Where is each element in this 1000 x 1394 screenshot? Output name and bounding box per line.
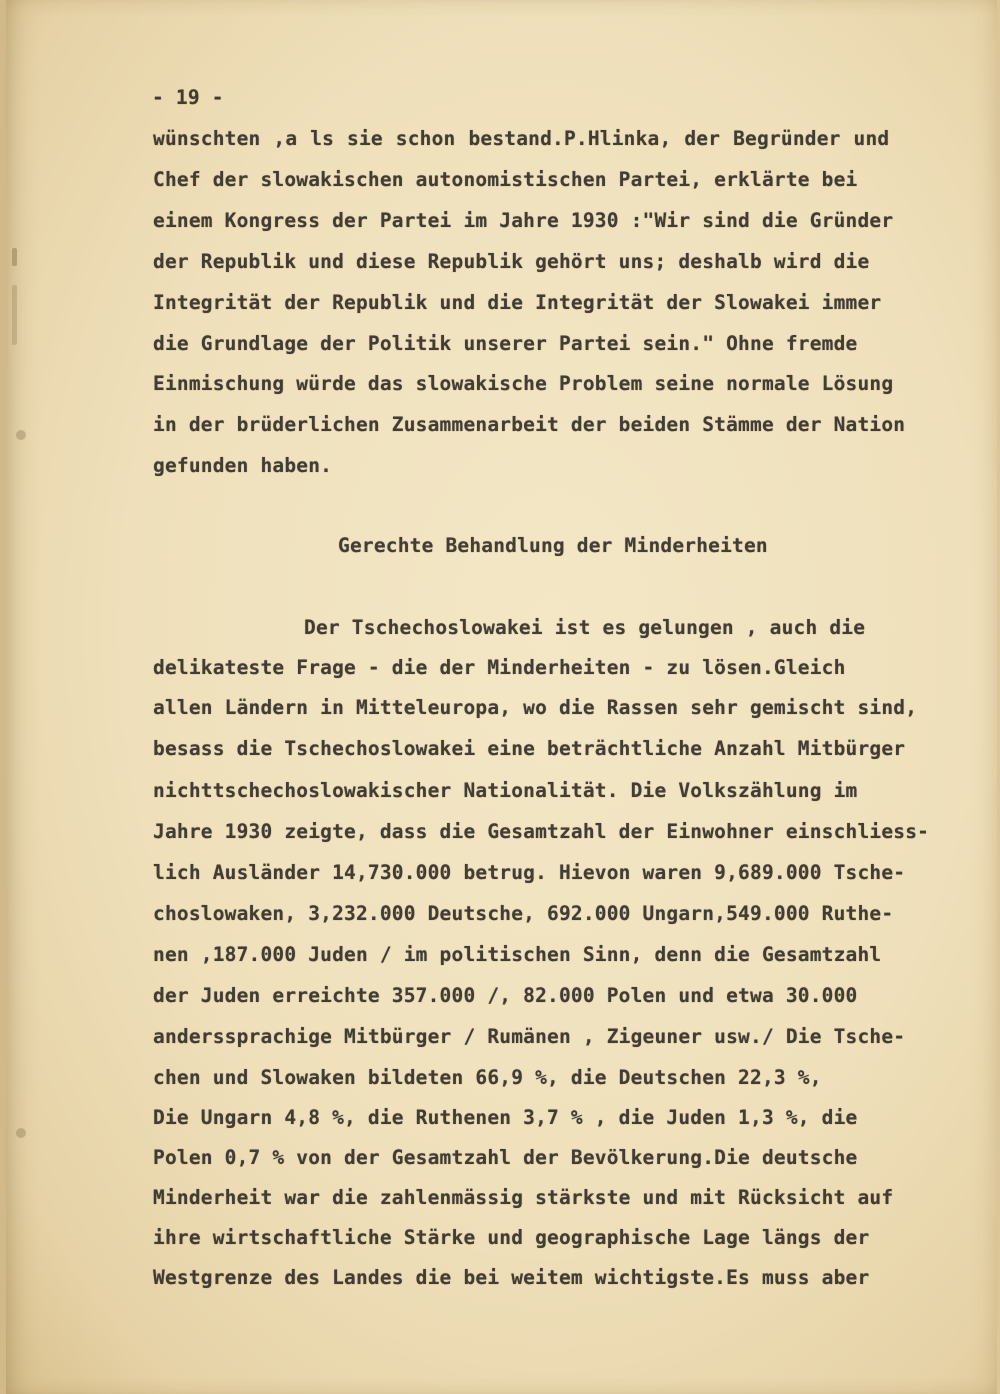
text-line: Westgrenze des Landes die bei weitem wichtigste.Es muss aber: [153, 1266, 870, 1289]
text-line: der Republik und diese Republik gehört uns; deshalb wird die: [153, 250, 870, 273]
text-line: Integrität der Republik und die Integrität der Slowakei immer: [153, 291, 882, 314]
edge-stain: [12, 248, 17, 266]
text-line: anderssprachige Mitbürger / Rumänen , Zigeuner usw./ Die Tsche-: [153, 1025, 906, 1048]
punch-hole-mark: [16, 1128, 26, 1138]
text-line: besass die Tschechoslowakei eine beträchtliche Anzahl Mitbürger: [153, 737, 906, 760]
text-line: Jahre 1930 zeigte, dass die Gesamtzahl der Einwohner einschliess-: [153, 820, 930, 843]
text-line: einem Kongress der Partei im Jahre 1930 :"Wir sind die Gründer: [153, 209, 894, 232]
text-line: choslowaken, 3,232.000 Deutsche, 692.000 Ungarn,549.000 Ruthe-: [153, 902, 894, 925]
text-line: ihre wirtschaftliche Stärke und geographische Lage längs der: [153, 1226, 870, 1249]
text-line: der Juden erreichte 357.000 /, 82.000 Polen und etwa 30.000: [153, 984, 858, 1007]
text-line: Chef der slowakischen autonomistischen Partei, erklärte bei: [153, 168, 858, 191]
text-line: wünschten ,a ls sie schon bestand.P.Hlinka, der Begründer und: [153, 127, 890, 150]
text-line: Minderheit war die zahlenmässig stärkste und mit Rücksicht auf: [153, 1186, 894, 1209]
text-line: die Grundlage der Politik unserer Partei sein." Ohne fremde: [153, 332, 858, 355]
punch-hole-mark: [16, 430, 26, 440]
section-heading: Gerechte Behandlung der Minderheiten: [338, 534, 768, 557]
text-line: chen und Slowaken bildeten 66,9 %, die Deutschen 22,3 %,: [153, 1066, 822, 1089]
page-number: - 19 -: [152, 86, 224, 109]
text-line: allen Ländern in Mitteleuropa, wo die Rassen sehr gemischt sind,: [153, 696, 918, 719]
text-line: Einmischung würde das slowakische Problem seine normale Lösung: [153, 372, 894, 395]
text-line: lich Ausländer 14,730.000 betrug. Hievon waren 9,689.000 Tsche-: [153, 861, 906, 884]
text-line: nichttschechoslowakischer Nationalität. Die Volkszählung im: [153, 779, 858, 802]
text-line: Der Tschechoslowakei ist es gelungen , auch die: [304, 616, 866, 639]
text-line: in der brüderlichen Zusammenarbeit der beiden Stämme der Nation: [153, 413, 906, 436]
text-line: Die Ungarn 4,8 %, die Ruthenen 3,7 % , die Juden 1,3 %, die: [153, 1106, 858, 1129]
text-line: Polen 0,7 % von der Gesamtzahl der Bevölkerung.Die deutsche: [153, 1146, 858, 1169]
text-line: delikateste Frage - die der Minderheiten - zu lösen.Gleich: [153, 656, 846, 679]
text-line: gefunden haben.: [153, 454, 333, 477]
text-line: nen ,187.000 Juden / im politischen Sinn, denn die Gesamtzahl: [153, 943, 882, 966]
edge-stain: [12, 285, 17, 345]
